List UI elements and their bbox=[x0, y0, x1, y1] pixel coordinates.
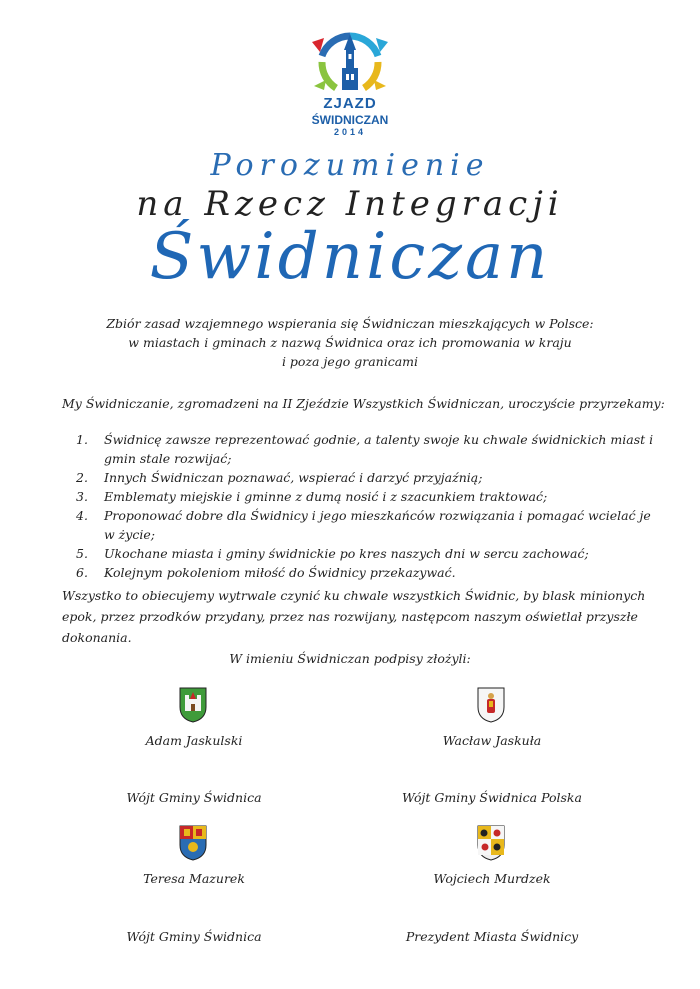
list-item bbox=[62, 487, 662, 506]
red-figure-crest-icon bbox=[477, 687, 505, 723]
list-item bbox=[62, 563, 662, 582]
logo-text-year: 2014 bbox=[333, 127, 367, 137]
list-number: 4. bbox=[76, 508, 88, 523]
pledge-sentence: My Świdniczanie, zgromadzeni na II Zjeździe Wszystkich Świdniczan, uroczyście przyrzekamy: bbox=[62, 396, 665, 411]
signatory-title: Wójt Gminy Świdnica bbox=[126, 790, 262, 805]
pledge-list bbox=[62, 430, 662, 582]
list-text: Świdnicę zawsze reprezentować godnie, a talenty swoje ku chwale świdnickich miast i gmin stale rozwijać; bbox=[104, 432, 654, 466]
list-number: 3. bbox=[76, 489, 88, 504]
closing-paragraph: Wszystko to obiecujemy wytrwale czynić ku chwale wszystkich Świdnic, by blask minionych epok, przez przodków przydany, przez nas rozwijany, następcom naszym oświetlał przyszłe dokonania. bbox=[62, 588, 646, 645]
list-item bbox=[62, 468, 662, 487]
list-text: Emblematy miejskie i gminne z dumą nosić i z szacunkiem traktować; bbox=[104, 489, 548, 504]
title-line-3: Świdniczan bbox=[149, 220, 551, 294]
title-line-1: Porozumienie bbox=[210, 148, 490, 183]
green-castle-crest-icon bbox=[179, 687, 207, 723]
signatory-name: Wacław Jaskuła bbox=[442, 733, 542, 748]
signatory-name: Wojciech Murdzek bbox=[433, 871, 551, 886]
list-text: Kolejnym pokoleniom miłość do Świdnicy przekazywać. bbox=[104, 565, 456, 580]
list-number: 1. bbox=[76, 432, 88, 447]
signatory-name: Adam Jaskulski bbox=[145, 733, 243, 748]
list-item bbox=[62, 544, 662, 563]
signatory-title: Wójt Gminy Świdnica bbox=[126, 929, 262, 944]
intro-paragraph bbox=[0, 314, 700, 371]
list-number: 2. bbox=[76, 470, 88, 485]
signatory-name: Teresa Mazurek bbox=[143, 871, 245, 886]
list-text: Innych Świdniczan poznawać, wspierać i darzyć przyjaźnią; bbox=[104, 470, 483, 485]
logo-text-swidniczan: ŚWIDNICZAN bbox=[311, 113, 389, 127]
list-number: 5. bbox=[76, 546, 88, 561]
list-number: 6. bbox=[76, 565, 88, 580]
intro-line: i poza jego granicami bbox=[281, 354, 419, 369]
list-item bbox=[62, 430, 662, 468]
signatory-title: Prezydent Miasta Świdnicy bbox=[405, 929, 579, 944]
signatures-heading: W imieniu Świdniczan podpisy złożyli: bbox=[229, 651, 471, 666]
intro-line: w miastach i gminach z nazwą Świdnica oraz ich promowania w kraju bbox=[128, 335, 572, 350]
list-item bbox=[62, 506, 662, 544]
quartered-crest-icon bbox=[179, 825, 207, 861]
list-text: Proponować dobre dla Świdnicy i jego mieszkańców rozwiązania i pomagać wcielać je w życie; bbox=[104, 508, 651, 542]
city-crest-icon bbox=[477, 825, 505, 861]
intro-line: Zbiór zasad wzajemnego wspierania się Świdniczan mieszkających w Polsce: bbox=[106, 316, 594, 331]
title-line-2: na Rzecz Integracji bbox=[136, 184, 564, 224]
logo-text-zjazd: ZJAZD bbox=[323, 95, 377, 112]
signatory-title: Wójt Gminy Świdnica Polska bbox=[402, 790, 582, 805]
list-text: Ukochane miasta i gminy świdnickie po kres naszych dni w sercu zachować; bbox=[104, 546, 589, 561]
